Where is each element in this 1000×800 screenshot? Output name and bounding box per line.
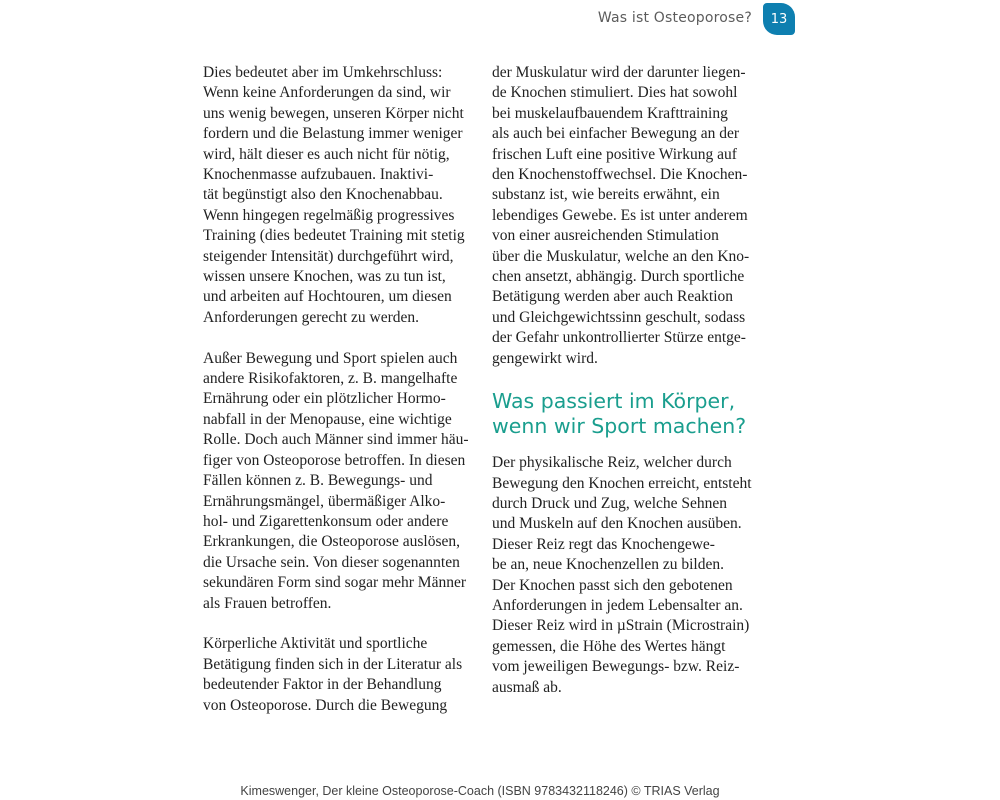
text-line: figer von Osteoporose betroffen. In diesen — [203, 451, 466, 469]
text-line: Betätigung finden sich in der Literatur als — [203, 655, 463, 673]
text-line: Der physikalische Reiz, welcher durch — [492, 454, 732, 472]
text-line: Dieser Reiz regt das Knochengewe- — [492, 535, 715, 553]
text-line: Ernährung oder ein plötzlicher Hormo- — [203, 390, 446, 408]
text-line: Anforderungen in jedem Lebensalter an. — [492, 596, 743, 614]
text-line: Dies bedeutet aber im Umkehrschluss: — [203, 64, 443, 81]
running-title: Was ist Osteoporose? — [597, 10, 752, 26]
text-line: Anforderungen gerecht zu werden. — [203, 308, 420, 326]
text-line: Knochenmasse aufzubauen. Inaktivi- — [203, 166, 434, 184]
text-line: Bewegung den Knochen erreicht, entsteht — [492, 474, 752, 492]
text-line: Ernährungsmängel, übermäßiger Alko- — [203, 492, 446, 510]
text-line: vom jeweiligen Bewegungs- bzw. Reiz- — [492, 658, 740, 676]
right-paragraph-1 — [492, 63, 762, 369]
text-line: gengewirkt wird. — [492, 349, 598, 367]
text-line: Der Knochen passt sich den gebotenen — [492, 576, 733, 594]
text-line: ausmaß ab. — [492, 678, 562, 696]
section-heading — [492, 389, 762, 439]
text-line: der Gefahr unkontrollierter Stürze entge- — [492, 329, 746, 347]
text-line: tät begünstigt also den Knochenabbau. — [203, 186, 443, 204]
text-line: hol- und Zigarettenkonsum oder andere — [203, 512, 449, 530]
text-line: sekundären Form sind sogar mehr Männer — [203, 574, 467, 592]
text-line: die Ursache sein. Von dieser sogenannten — [203, 553, 460, 571]
text-line: der Muskulatur wird der darunter liegen- — [492, 64, 746, 81]
text-line: Körperliche Aktivität und sportliche — [203, 635, 428, 653]
left-column — [203, 63, 471, 716]
text-line: als Frauen betroffen. — [203, 594, 332, 612]
text-line: Wenn keine Anforderungen da sind, wir — [203, 84, 451, 102]
text-line: bedeutender Faktor in der Behandlung — [203, 676, 442, 694]
text-line: substanz ist, wie bereits erwähnt, ein — [492, 186, 720, 204]
heading-line: Was passiert im Körper, — [492, 389, 736, 414]
text-line: Dieser Reiz wird in µStrain (Microstrain) — [492, 617, 750, 635]
text-line: andere Risikofaktoren, z. B. mangelhafte — [203, 370, 458, 388]
text-line: durch Druck und Zug, welche Sehnen — [492, 494, 728, 512]
text-line: wissen unsere Knochen, was zu tun ist, — [203, 268, 446, 286]
text-line: frischen Luft eine positive Wirkung auf — [492, 145, 737, 163]
text-line: Fällen können z. B. Bewegungs- und — [203, 472, 433, 490]
text-line: fordern und die Belastung immer weniger — [203, 125, 463, 143]
text-line: als auch bei einfacher Bewegung an der — [492, 125, 740, 143]
text-line: von Osteoporose. Durch die Bewegung — [203, 696, 448, 714]
text-line: und Gleichgewichtssinn geschult, sodass — [492, 308, 746, 326]
text-line: bei muskelaufbauendem Krafttraining — [492, 104, 728, 122]
page-number-badge: 13 — [763, 3, 795, 35]
text-line: gemessen, die Höhe des Wertes hängt — [492, 637, 726, 655]
text-line: be an, neue Knochenzellen zu bilden. — [492, 556, 724, 574]
text-line: steigender Intensität) durchgeführt wird, — [203, 247, 454, 265]
heading-line: wenn wir Sport machen? — [492, 414, 747, 439]
text-line: nabfall in der Menopause, eine wichtige — [203, 410, 452, 428]
text-line: und arbeiten auf Hochtouren, um diesen — [203, 288, 452, 306]
text-line: Training (dies bedeutet Training mit stetig — [203, 227, 465, 245]
text-line: Rolle. Doch auch Männer sind immer häu- — [203, 431, 469, 449]
text-line: über die Muskulatur, welche an den Kno- — [492, 247, 750, 265]
text-line: chen ansetzt, abhängig. Durch sportliche — [492, 268, 745, 286]
text-line: von einer ausreichenden Stimulation — [492, 227, 719, 245]
text-line: Wenn hingegen regelmäßig progressives — [203, 206, 455, 224]
text-line: Erkrankungen, die Osteoporose auslösen, — [203, 533, 460, 551]
right-paragraph-2 — [492, 453, 762, 698]
text-line: lebendiges Gewebe. Es ist unter anderem — [492, 206, 748, 224]
text-line: uns wenig bewegen, unseren Körper nicht — [203, 104, 464, 122]
text-line: Betätigung werden aber auch Reaktion — [492, 288, 734, 306]
text-line: de Knochen stimuliert. Dies hat sowohl — [492, 84, 738, 102]
right-column — [492, 63, 762, 698]
text-line: und Muskeln auf den Knochen ausüben. — [492, 515, 742, 533]
text-line: Außer Bewegung und Sport spielen auch — [203, 349, 458, 367]
text-line: den Knochenstoffwechsel. Die Knochen- — [492, 166, 748, 184]
left-paragraph-3 — [203, 634, 471, 716]
text-line: wird, hält dieser es auch nicht für nötig, — [203, 145, 450, 163]
left-paragraph-2 — [203, 349, 471, 614]
footer-citation: Kimeswenger, Der kleine Osteoporose-Coach (ISBN 9783432118246) © TRIAS Verlag — [240, 784, 720, 798]
left-paragraph-1 — [203, 63, 471, 328]
